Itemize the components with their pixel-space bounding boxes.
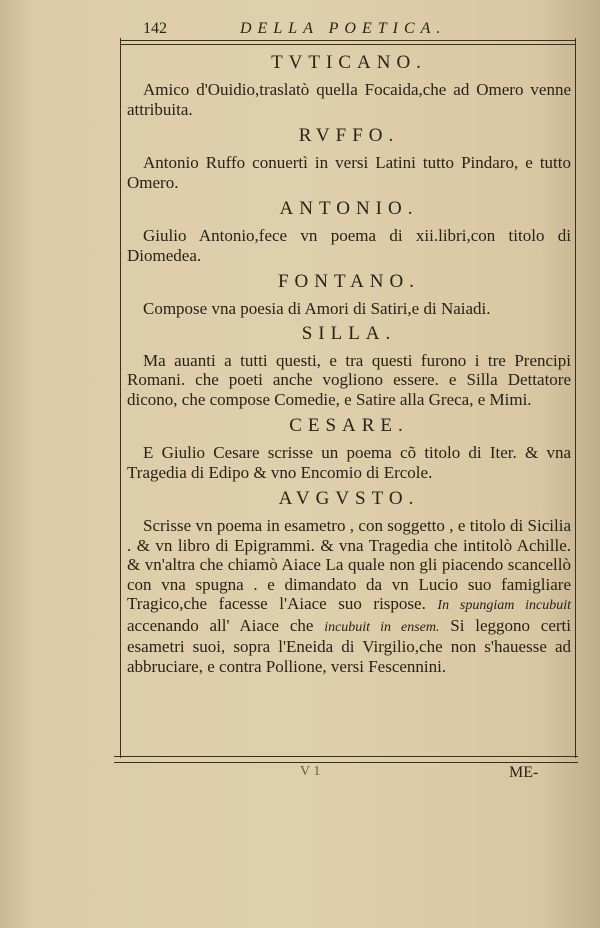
- section-heading: ANTONIO.: [279, 198, 419, 219]
- section-paragraph: E Giulio Cesare scrisse un poema cõ titolo di Iter. & vna Tragedia di Edipo & vno Encomio di Ercole.: [127, 443, 571, 482]
- footer-rule: [114, 756, 578, 757]
- section-paragraph-augusto: [127, 516, 571, 676]
- page-body: [127, 50, 571, 682]
- section-heading: TVTICANO.: [271, 52, 427, 73]
- section-heading: FONTANO.: [277, 271, 420, 292]
- section-paragraph: Compose vna poesia di Amori di Satiri,e di Naiadi.: [143, 299, 491, 318]
- augusto-text-middle: accenando all' Aiace che: [127, 615, 314, 635]
- augusto-italic-quote-1: In spungiam incubuit: [437, 598, 572, 613]
- signature-mark: V 1: [300, 764, 321, 779]
- section-heading: AVGVSTO.: [278, 488, 420, 509]
- augusto-text-after: Si leggono certi esametri suoi, sopra l'Eneida di Virgilio,che non s'hauesse ad abbruciare, e contra Pollione, versi Fescennini.: [127, 615, 571, 676]
- section-paragraph: Giulio Antonio,fece vn poema di xii.libri,con titolo di Diomedea.: [127, 226, 571, 265]
- section-paragraph: Ma auanti a tutti questi, e tra questi furono i tre Prencipi Romani. che poeti anche vogliono essere. e Silla Dettatore dicono, che compose Comedie, e Satire alla Greca, e Mimi.: [127, 350, 571, 409]
- section-paragraph: Antonio Ruffo conuertì in versi Latini tutto Pindaro, e tutto Omero.: [127, 153, 571, 192]
- catchword: ME-: [509, 764, 539, 781]
- running-title: DELLA POETICA.: [240, 20, 447, 37]
- augusto-italic-quote-2: incubuit in ensem.: [324, 619, 440, 635]
- section-heading: RVFFO.: [298, 125, 400, 146]
- section-heading: CESARE.: [289, 415, 409, 436]
- section-heading: SILLA.: [301, 322, 397, 344]
- augusto-text-before: Scrisse vn poema in esametro , con soggetto , e titolo di Sicilia . & vn libro di Epigrammi. & vna Tragedia che intitolò Achille. & vn'altra che chiamò Aiace La quale non gli piacendo scancellò con vna spugna . e dimandato da vn Lucio suo famigliare Tragico,che facesse l'Aiace suo rispose.: [127, 516, 571, 613]
- page-number: 142: [143, 20, 167, 37]
- footer-rule-inner: [114, 762, 578, 763]
- section-paragraph: Amico d'Ouidio,traslatò quella Focaida,che ad Omero venne attribuita.: [127, 80, 571, 119]
